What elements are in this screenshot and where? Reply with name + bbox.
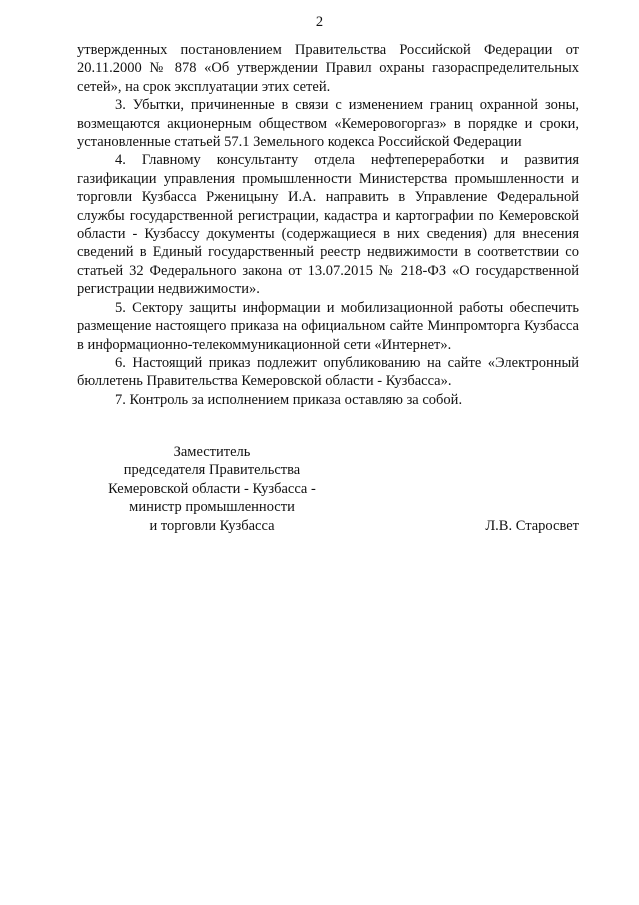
paragraph-item-3: 3. Убытки, причиненные в связи с изменением границ охранной зоны, возмещаются акционерным обществом «Кемеровогоргаз» в порядке и сроки, установленные статьей 57.1 Земельного кодекса Российской Федерации [77, 97, 579, 151]
signatory-position-line: и торговли Кузбасса [149, 517, 275, 534]
signatory-position-line: Заместитель [173, 444, 251, 460]
signatory-position [77, 443, 347, 535]
signatory-position-line: министр промышленности [129, 499, 295, 516]
paragraph-item-6: 6. Настоящий приказ подлежит опубликованию на сайте «Электронный бюллетень Правительства Кемеровской области - Кузбасса». [77, 354, 579, 390]
signature-block [77, 443, 579, 543]
paragraph-item-5: 5. Сектору защиты информации и мобилизационной работы обеспечить размещение настоящего приказа на официальном сайте Минпромторга Кузбасса в информационно-телекоммуникационной сети «Интернет». [77, 299, 579, 353]
signatory-position-line: Кемеровской области - Кузбасса - [108, 480, 316, 497]
page-number: 2 [315, 14, 324, 30]
paragraph-item-7: 7. Контроль за исполнением приказа оставляю за собой. [115, 391, 463, 408]
signatory-position-line: председателя Правительства [123, 462, 301, 479]
signatory-name: Л.В. Старосвет [485, 517, 579, 534]
paragraph-continuation: утвержденных постановлением Правительства Российской Федерации от 20.11.2000 № 878 «Об утверждении Правил охраны газораспределительных сетей», на срок эксплуатации этих сетей. [77, 42, 579, 95]
paragraph-item-4: 4. Главному консультанту отдела нефтепереработки и развития газификации управления промышленности Министерства промышленности и торговли Кузбасса Рженицыну И.А. направить в Управление Федеральной службы государственной регистрации, кадастра и картографии по Кемеровской области - Кузбассу документы (содержащиеся в них сведения) для внесения сведений в Единый государственный реестр недвижимости в соответствии со статьей 32 Федерального закона от 13.07.2015 № 218-ФЗ «О государственной регистрации недвижимости». [77, 152, 579, 298]
document-body [77, 41, 579, 409]
